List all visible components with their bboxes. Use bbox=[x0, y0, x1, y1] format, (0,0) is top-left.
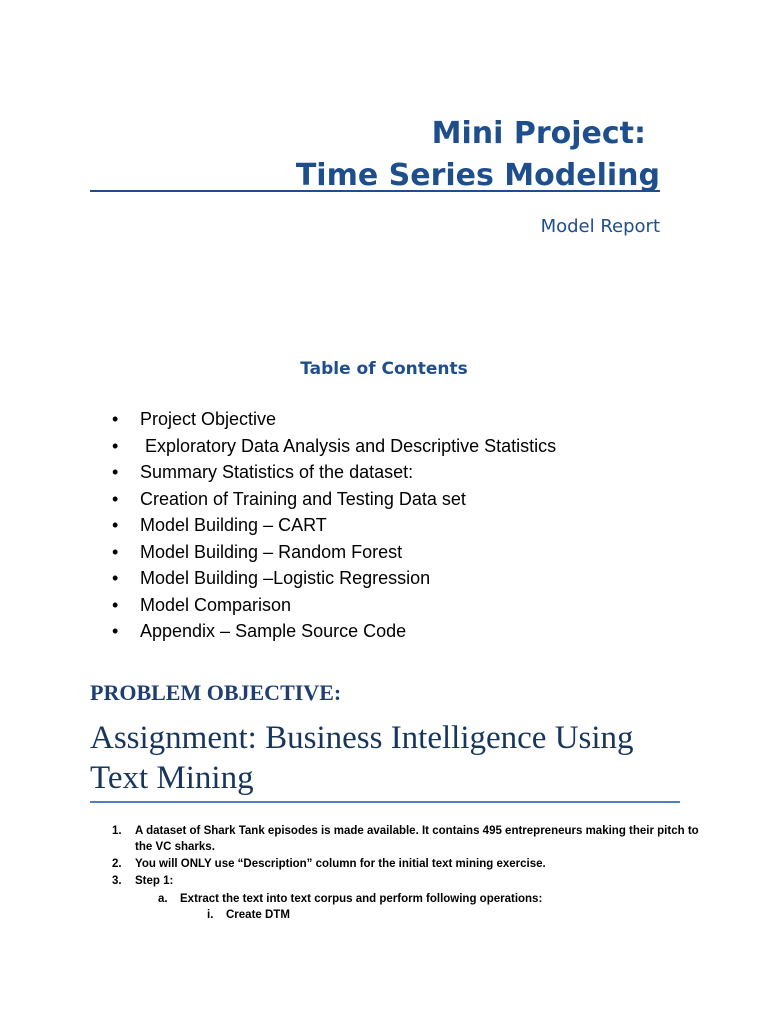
title-underline bbox=[90, 190, 660, 192]
list-item-text: A dataset of Shark Tank episodes is made available. It contains 495 entrepreneurs making their pitch to the VC sharks. bbox=[135, 825, 699, 853]
sub-sub-list-item-text: Create DTM bbox=[226, 909, 290, 921]
toc-item-label: Model Building –Logistic Regression bbox=[140, 568, 431, 588]
title-block bbox=[90, 112, 660, 196]
title-line-1: Mini Project: bbox=[431, 116, 646, 151]
sub-list-item-text: Extract the text into text corpus and perform following operations: bbox=[180, 893, 543, 905]
bullet-icon: • bbox=[112, 594, 119, 615]
bullet-icon: • bbox=[112, 488, 119, 509]
toc-item bbox=[112, 618, 556, 645]
toc-item-label: Appendix – Sample Source Code bbox=[140, 621, 407, 641]
toc-item bbox=[112, 459, 556, 486]
sub-sub-list-item-numeral: i. bbox=[207, 909, 214, 921]
list-item bbox=[90, 873, 700, 889]
toc-item-label: Model Building – Random Forest bbox=[140, 541, 403, 562]
list-item bbox=[90, 823, 700, 855]
problem-objective-heading: PROBLEM OBJECTIVE: bbox=[90, 680, 342, 705]
toc-list bbox=[112, 406, 556, 645]
toc-item bbox=[112, 406, 556, 433]
sub-sub-list-item bbox=[90, 907, 700, 923]
assignment-underline bbox=[90, 801, 680, 803]
toc-item-label: Exploratory Data Analysis and Descriptive Statistics bbox=[140, 435, 557, 456]
toc-item bbox=[112, 512, 556, 539]
toc-item-label: Model Comparison bbox=[140, 594, 292, 615]
bullet-icon: • bbox=[112, 541, 119, 562]
toc-item bbox=[112, 565, 556, 592]
sub-list-item-letter: a. bbox=[158, 893, 168, 905]
assignment-title: Assignment: Business Intelligence Using Text Mining bbox=[90, 720, 634, 796]
toc-item bbox=[112, 486, 556, 513]
toc-item-label: Summary Statistics of the dataset: bbox=[140, 462, 414, 482]
list-item-text: Step 1: bbox=[135, 875, 174, 887]
sub-list-item bbox=[90, 891, 700, 907]
subtitle: Model Report bbox=[540, 216, 660, 237]
toc-heading: Table of Contents bbox=[300, 359, 468, 379]
bullet-icon: • bbox=[112, 435, 119, 456]
steps-list bbox=[90, 823, 700, 923]
list-item-number: 1. bbox=[112, 825, 122, 837]
bullet-icon: • bbox=[112, 621, 119, 641]
toc-item-label: Project Objective bbox=[140, 409, 277, 429]
toc-item bbox=[112, 539, 556, 566]
toc-item-label: Model Building – CART bbox=[140, 515, 327, 535]
bullet-icon: • bbox=[112, 462, 119, 482]
bullet-icon: • bbox=[112, 409, 119, 429]
list-item-number: 3. bbox=[112, 875, 122, 887]
bullet-icon: • bbox=[112, 515, 119, 535]
list-item-number: 2. bbox=[112, 858, 122, 870]
title-line-2: Time Series Modeling bbox=[295, 158, 660, 193]
list-item-text: You will ONLY use “Description” column for the initial text mining exercise. bbox=[135, 858, 546, 870]
toc-item-label: Creation of Training and Testing Data set bbox=[140, 488, 466, 509]
list-item bbox=[90, 856, 700, 872]
bullet-icon: • bbox=[112, 568, 119, 588]
toc-item bbox=[112, 433, 556, 460]
toc-item bbox=[112, 592, 556, 619]
